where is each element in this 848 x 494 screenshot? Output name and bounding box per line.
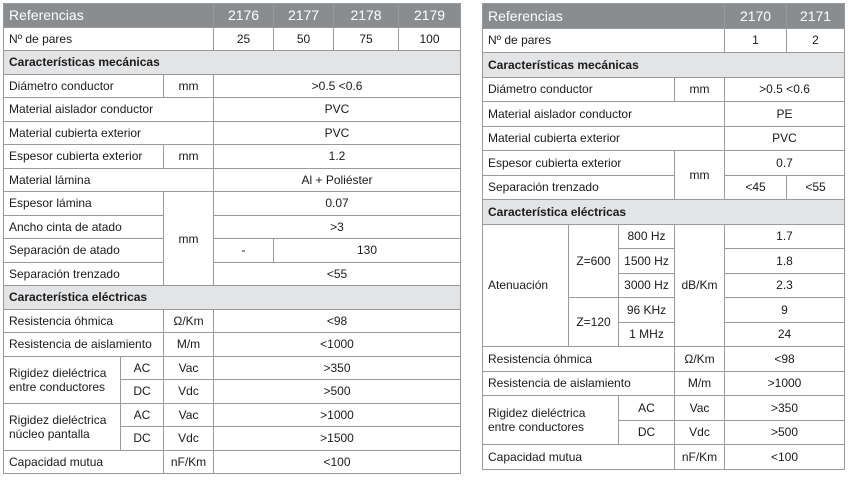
row-unit: Vac — [164, 403, 214, 427]
section-title: Característica eléctricas — [483, 200, 845, 225]
cell-value: >1500 — [214, 427, 461, 451]
table-row — [483, 371, 845, 396]
table-row — [4, 239, 461, 263]
cell-value: PVC — [214, 121, 461, 145]
cell-value: Al + Poliéster — [214, 168, 461, 192]
table-row — [4, 356, 461, 380]
table-row — [4, 450, 461, 474]
table-row — [4, 168, 461, 192]
section-header — [483, 53, 845, 78]
table-row — [4, 74, 461, 98]
cell-value: - — [214, 239, 274, 263]
cell-value: 1 — [725, 28, 787, 53]
cell-value: 1.7 — [725, 224, 845, 249]
table-row — [4, 215, 461, 239]
table-row — [4, 309, 461, 333]
cell-value: >350 — [214, 356, 461, 380]
section-title: Característica eléctricas — [4, 286, 461, 310]
cell-value: <98 — [725, 347, 845, 372]
cell-value: 100 — [399, 27, 461, 51]
header-col: 2179 — [399, 4, 461, 28]
row-unit: Ω/Km — [675, 347, 725, 372]
row-label: Material aislador conductor — [4, 98, 214, 122]
cell-value: 0.07 — [214, 192, 461, 216]
row-label: Rigidez dieléctrica núcleo pantalla — [4, 403, 121, 450]
header-col: 2171 — [787, 4, 845, 29]
row-label: Separación de atado — [4, 239, 164, 263]
current-type: AC — [619, 396, 675, 421]
cell-value: <100 — [725, 445, 845, 470]
row-unit: Vdc — [675, 420, 725, 445]
impedance-label: Z=120 — [569, 298, 619, 347]
cell-value: >500 — [725, 420, 845, 445]
cell-value: 24 — [725, 322, 845, 347]
cell-value: >500 — [214, 380, 461, 404]
header-col: 2177 — [274, 4, 334, 28]
header-title: Referencias — [483, 4, 725, 29]
row-label: Nº de pares — [483, 28, 725, 53]
row-label: Espesor cubierta exterior — [483, 151, 675, 176]
cell-value: <1000 — [214, 333, 461, 357]
cell-value: <55 — [787, 175, 845, 200]
cell-value: PVC — [725, 126, 845, 151]
frequency: 3000 Hz — [619, 273, 675, 298]
section-header — [4, 286, 461, 310]
row-unit: mm — [164, 74, 214, 98]
row-unit: M/m — [675, 371, 725, 396]
table-row — [483, 126, 845, 151]
row-unit: M/m — [164, 333, 214, 357]
cell-value: <55 — [214, 262, 461, 286]
cell-value: 75 — [334, 27, 399, 51]
row-label: Capacidad mutua — [483, 445, 675, 470]
row-unit: nF/Km — [675, 445, 725, 470]
current-type: DC — [121, 380, 164, 404]
table-row — [483, 28, 845, 53]
row-label: Material lámina — [4, 168, 214, 192]
section-header — [483, 200, 845, 225]
row-label: Capacidad mutua — [4, 450, 164, 474]
spec-table-right — [482, 3, 845, 470]
row-label: Separación trenzado — [483, 175, 675, 200]
header-row — [4, 4, 461, 28]
table-row — [483, 151, 845, 176]
row-label: Material cubierta exterior — [483, 126, 725, 151]
current-type: DC — [619, 420, 675, 445]
current-type: AC — [121, 356, 164, 380]
row-label: Atenuación — [483, 224, 569, 347]
row-label: Rigidez dieléctrica entre conductores — [483, 396, 619, 445]
cell-value: 2.3 — [725, 273, 845, 298]
cell-value: PE — [725, 102, 845, 127]
row-label: Resistencia óhmica — [483, 347, 675, 372]
table-row — [483, 175, 845, 200]
row-unit: Vdc — [164, 427, 214, 451]
row-label: Diámetro conductor — [4, 74, 164, 98]
row-label: Rigidez dieléctrica entre conductores — [4, 356, 121, 403]
row-label: Separación trenzado — [4, 262, 164, 286]
current-type: DC — [121, 427, 164, 451]
table-row — [4, 262, 461, 286]
section-header — [4, 51, 461, 75]
table-row — [483, 347, 845, 372]
cell-value: >350 — [725, 396, 845, 421]
cell-value: <100 — [214, 450, 461, 474]
row-unit: Vac — [164, 356, 214, 380]
header-title: Referencias — [4, 4, 214, 28]
header-row — [483, 4, 845, 29]
row-label: Espesor lámina — [4, 192, 164, 216]
header-col: 2176 — [214, 4, 274, 28]
table-row — [4, 403, 461, 427]
table-row — [4, 333, 461, 357]
row-unit: Ω/Km — [164, 309, 214, 333]
row-label: Material aislador conductor — [483, 102, 725, 127]
cell-value: 130 — [274, 239, 461, 263]
row-label: Resistencia de aislamiento — [4, 333, 164, 357]
row-unit: mm — [675, 151, 725, 200]
cell-value: >3 — [214, 215, 461, 239]
row-unit: mm — [164, 192, 214, 286]
cell-value: >0.5 <0.6 — [725, 77, 845, 102]
row-unit: Vdc — [164, 380, 214, 404]
table-row — [483, 445, 845, 470]
frequency: 1 MHz — [619, 322, 675, 347]
row-unit: Vac — [675, 396, 725, 421]
row-unit: dB/Km — [675, 224, 725, 347]
frequency: 96 KHz — [619, 298, 675, 323]
row-label: Resistencia de aislamiento — [483, 371, 675, 396]
table-row — [483, 77, 845, 102]
row-label: Nº de pares — [4, 27, 214, 51]
table-row — [483, 396, 845, 421]
cell-value: 2 — [787, 28, 845, 53]
frequency: 800 Hz — [619, 224, 675, 249]
row-unit: mm — [164, 145, 214, 169]
header-col: 2170 — [725, 4, 787, 29]
frequency: 1500 Hz — [619, 249, 675, 274]
cell-value: <98 — [214, 309, 461, 333]
section-title: Características mecánicas — [4, 51, 461, 75]
row-label: Diámetro conductor — [483, 77, 675, 102]
current-type: AC — [121, 403, 164, 427]
cell-value: 0.7 — [725, 151, 845, 176]
row-unit: mm — [675, 77, 725, 102]
table-row — [4, 145, 461, 169]
cell-value: >1000 — [725, 371, 845, 396]
header-col: 2178 — [334, 4, 399, 28]
section-title: Características mecánicas — [483, 53, 845, 78]
row-label: Resistencia óhmica — [4, 309, 164, 333]
cell-value: 1.8 — [725, 249, 845, 274]
cell-value: PVC — [214, 98, 461, 122]
cell-value: 9 — [725, 298, 845, 323]
spec-table-left — [3, 3, 461, 474]
cell-value: <45 — [725, 175, 787, 200]
row-label: Ancho cinta de atado — [4, 215, 164, 239]
cell-value: >1000 — [214, 403, 461, 427]
table-row — [4, 192, 461, 216]
cell-value: 1.2 — [214, 145, 461, 169]
cell-value: 50 — [274, 27, 334, 51]
table-row — [4, 98, 461, 122]
table-row — [4, 121, 461, 145]
cell-value: >0.5 <0.6 — [214, 74, 461, 98]
table-row — [483, 224, 845, 249]
table-row — [483, 102, 845, 127]
row-unit: nF/Km — [164, 450, 214, 474]
cell-value: 25 — [214, 27, 274, 51]
table-row — [4, 27, 461, 51]
impedance-label: Z=600 — [569, 224, 619, 298]
row-label: Material cubierta exterior — [4, 121, 214, 145]
row-label: Espesor cubierta exterior — [4, 145, 164, 169]
